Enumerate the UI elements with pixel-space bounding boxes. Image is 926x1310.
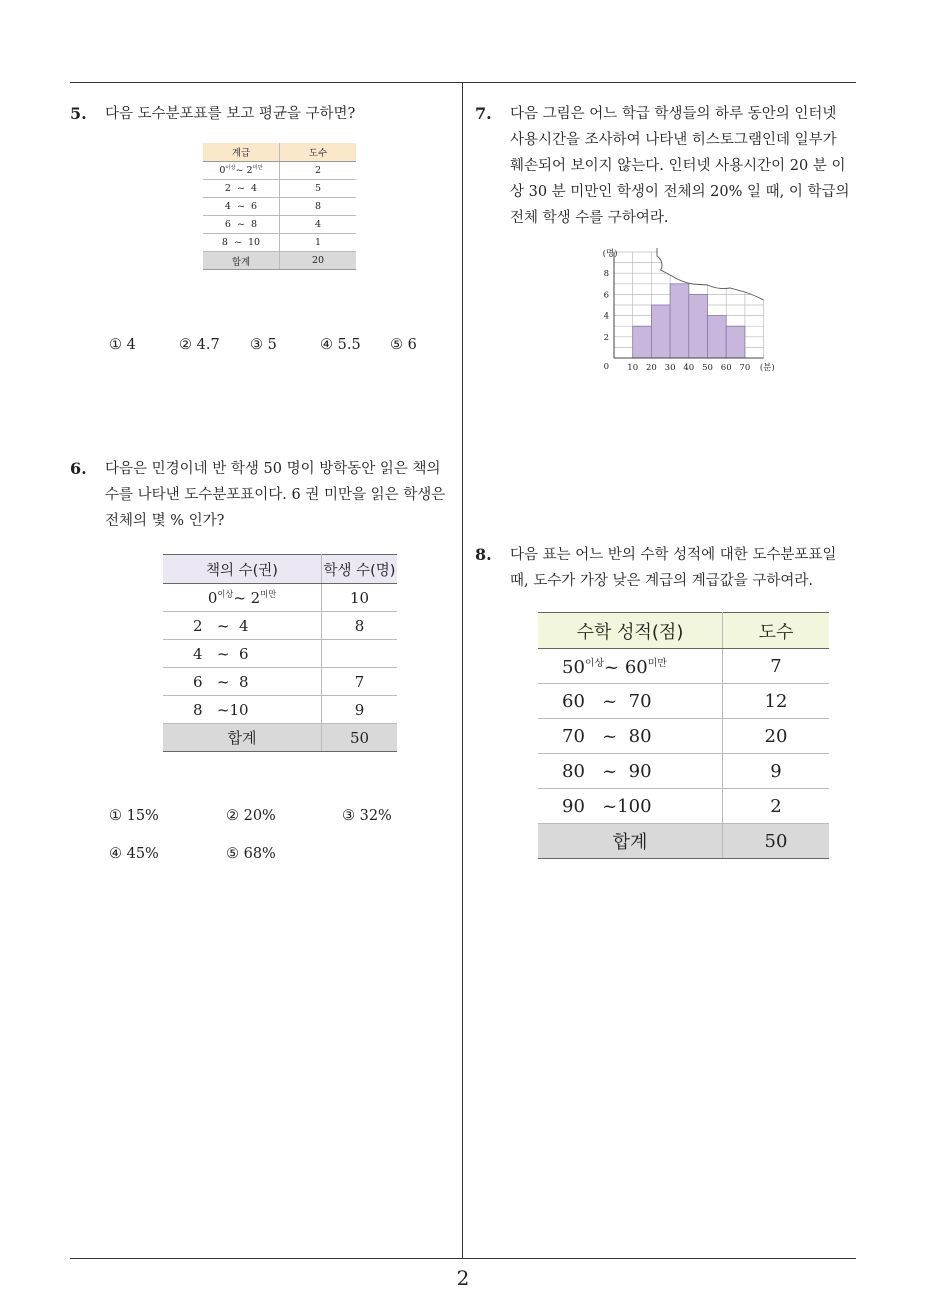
question-number: 8. [475, 545, 492, 564]
stem-line: 훼손되어 보이지 않는다. 인터넷 사용시간이 20 분 이 [510, 158, 846, 174]
table-row: 8 ~ 10 1 [203, 234, 356, 252]
stem-line: 다음 표는 어느 반의 수학 성적에 대한 도수분포표일 [510, 547, 837, 563]
stem-line: 전체 학생 수를 구하여라. [510, 210, 669, 226]
stem-line: 상 30 분 미만인 학생이 전체의 20% 일 때, 이 학급의 [510, 184, 850, 200]
table-row: 6 ~ 8 4 [203, 216, 356, 234]
q7-histogram [590, 248, 780, 378]
question-stem: 다음 도수분포표를 보고 평균을 구하면? [105, 106, 356, 122]
table-row: 2 ~ 4 8 [163, 612, 397, 640]
q5-frequency-table [203, 143, 356, 270]
x-tick-label: 30 [664, 363, 676, 373]
header-books: 책의 수(권) [163, 555, 322, 584]
header-frequency: 도수 [280, 143, 357, 162]
table-row: 6 ~ 8 7 [163, 668, 397, 696]
choice-4[interactable]: ④ 45% [109, 846, 159, 862]
bottom-rule [70, 1258, 856, 1259]
table-row: 4 ~ 6 [163, 640, 397, 668]
stem-line: 다음은 민경이네 반 학생 50 명이 방학동안 읽은 책의 [105, 461, 441, 477]
choice-2[interactable]: ② 4.7 [179, 337, 220, 353]
choice-1[interactable]: ① 4 [109, 337, 136, 353]
x-tick-label: 20 [645, 363, 657, 373]
total-row: 합계 50 [163, 724, 397, 752]
question-number: 5. [70, 104, 87, 123]
histogram-bar [633, 326, 652, 358]
header-score: 수학 성적(점) [538, 613, 723, 649]
header-frequency: 도수 [723, 613, 830, 649]
choice-1[interactable]: ① 15% [109, 808, 159, 824]
y-tick-label: 2 [603, 332, 609, 343]
table-row: $50^{이상}\sim$ $60^{미만}$ 7 [538, 649, 829, 684]
table-row: $0^{이상}\sim$ $2^{미만}$ 10 [163, 584, 397, 612]
histogram-bar [708, 316, 727, 358]
table-row: 80 ~ 90 9 [538, 754, 829, 789]
table-row: 60 ~ 70 12 [538, 684, 829, 719]
total-row: 합계 50 [538, 824, 829, 859]
table-row: $0^{이상}\sim$ $2^{미만}$ 2 [203, 162, 356, 180]
origin-label: 0 [603, 362, 609, 372]
histogram-bar [726, 326, 745, 358]
question-6 [70, 456, 460, 534]
histogram-bar [651, 305, 670, 358]
y-tick-label: 6 [603, 290, 609, 301]
question-8 [475, 542, 865, 594]
x-axis-label: (분) [759, 363, 775, 373]
y-tick-label: 8 [603, 269, 609, 280]
x-tick-label: 60 [720, 363, 732, 373]
x-tick-label: 70 [739, 363, 751, 373]
table-row: 70 ~ 80 20 [538, 719, 829, 754]
question-number: 7. [475, 104, 492, 123]
stem-line: 사용시간을 조사하여 나타낸 히스토그램인데 일부가 [510, 132, 837, 148]
q8-frequency-table [538, 612, 829, 859]
question-number: 6. [70, 459, 87, 478]
stem-line: 전체의 몇 % 인가? [105, 513, 225, 529]
choice-5[interactable]: ⑤ 6 [390, 337, 417, 353]
header-class: 계급 [203, 143, 280, 162]
y-axis-label: (명) [602, 249, 618, 259]
column-divider [462, 82, 463, 1259]
histogram-bar [670, 284, 689, 358]
question-5 [70, 101, 455, 127]
y-tick-label: 4 [603, 311, 609, 322]
x-tick-label: 50 [702, 363, 713, 373]
histogram-bar [689, 294, 708, 358]
stem-line: 때, 도수가 가장 낮은 계급의 계급값을 구하여라. [510, 573, 814, 589]
choice-3[interactable]: ③ 32% [342, 808, 392, 824]
page-number: 2 [456, 1266, 470, 1290]
stem-line: 수를 나타낸 도수분포표이다. 6 권 미만을 읽은 학생은 [105, 487, 446, 503]
choice-5[interactable]: ⑤ 68% [226, 846, 276, 862]
blank-cell [322, 640, 398, 668]
x-tick-label: 40 [683, 363, 695, 373]
header-students: 학생 수(명) [322, 555, 398, 584]
choice-2[interactable]: ② 20% [226, 808, 276, 824]
table-row: 4 ~ 6 8 [203, 198, 356, 216]
q6-frequency-table [163, 554, 397, 752]
choice-3[interactable]: ③ 5 [250, 337, 277, 353]
top-rule [70, 82, 856, 83]
stem-line: 다음 그림은 어느 학급 학생들의 하루 동안의 인터넷 [510, 106, 837, 122]
table-row: 2 ~ 4 5 [203, 180, 356, 198]
total-row: 합계 20 [203, 252, 356, 270]
table-row: 90 ~100 2 [538, 789, 829, 824]
choice-4[interactable]: ④ 5.5 [320, 337, 361, 353]
table-row: 8 ~10 9 [163, 696, 397, 724]
question-7 [475, 101, 860, 231]
x-tick-label: 10 [627, 363, 639, 373]
